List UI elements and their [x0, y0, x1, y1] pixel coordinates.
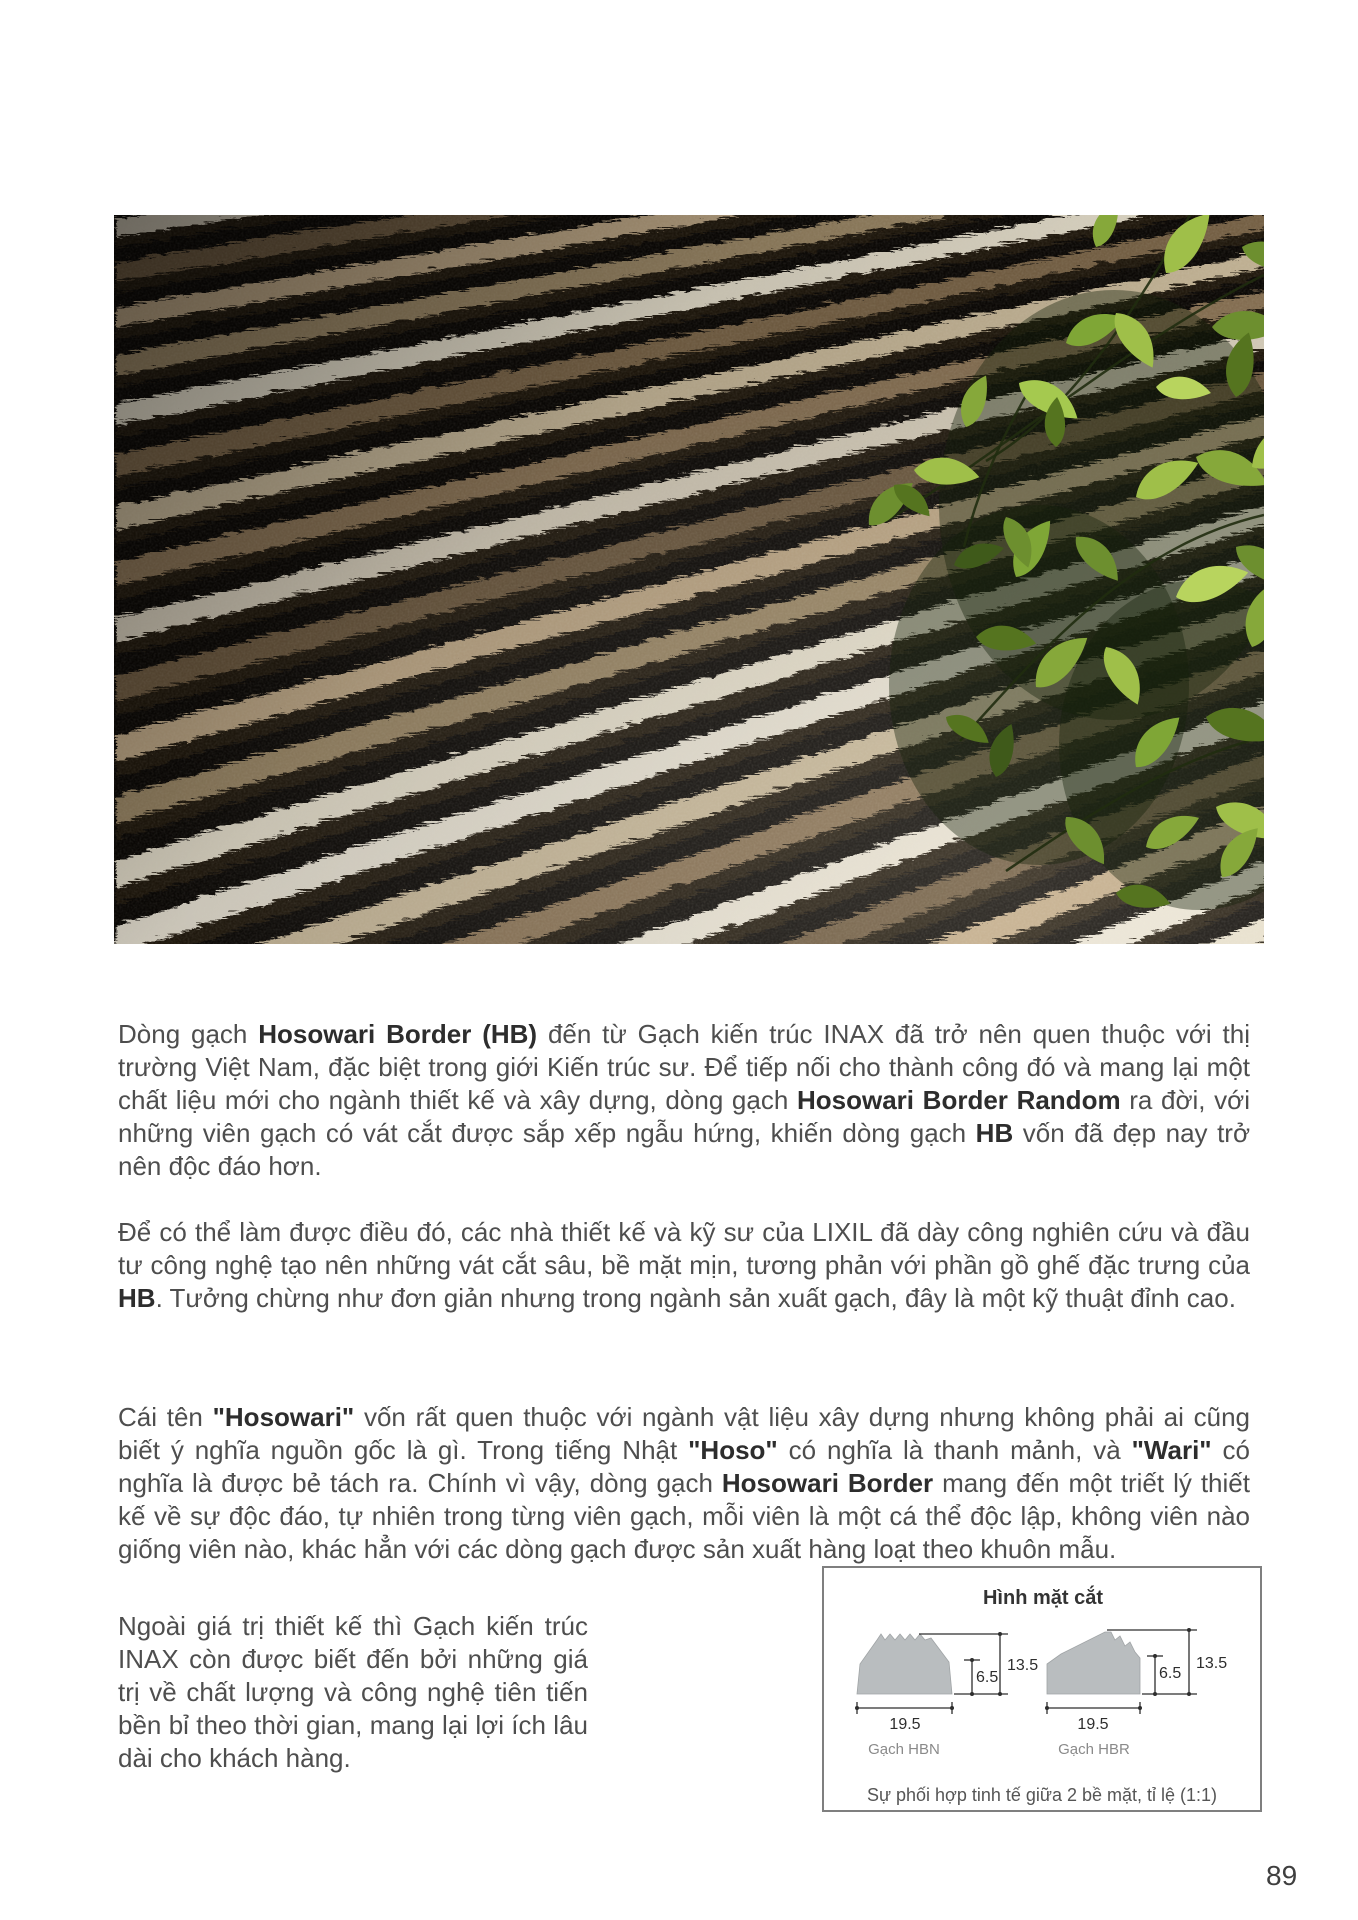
- wall-photo: [114, 215, 1264, 944]
- hbn-dim-13-5: 13.5: [1007, 1657, 1039, 1674]
- paragraph-inax-quality: Ngoài giá trị thiết kế thì Gạch kiến trúc INAX còn được biết đến bởi những giá trị về chất lượng và công nghệ tiên tiến bền bỉ theo thời gian, mang lại lợi ích lâu dài cho khách hàng.: [118, 1611, 588, 1773]
- hbn-label: Gạch HBN: [868, 1741, 940, 1758]
- hbr-dim-19-5: 19.5: [1077, 1716, 1109, 1733]
- cross-section-diagram: [824, 1568, 1260, 1810]
- hbr-label: Gạch HBR: [1058, 1741, 1130, 1758]
- tile-hbr-figure: [1045, 1628, 1227, 1758]
- hbr-dim-13-5: 13.5: [1196, 1655, 1228, 1672]
- paragraph-intro-hosowari-border: Dòng gạch Hosowari Border (HB) đến từ Gạch kiến trúc INAX đã trở nên quen thuộc với thị trường Việt Nam, đặc biệt trong giới Kiến trúc sư. Để tiếp nối cho thành công đó và mang lại một chất liệu mới cho ngành thiết kế và xây dựng, dòng gạch Hosowari Border Random ra đời, với những viên gạch có vát cắt được sắp xếp ngẫu hứng, khiến dòng gạch HB vốn đã đẹp nay trở nên độc đáo hơn.: [118, 1019, 1251, 1181]
- diagram-title: Hình mặt cắt: [982, 1587, 1104, 1609]
- diagram-caption: Sự phối hợp tinh tế giữa 2 bề mặt, tỉ lệ (1:1): [866, 1785, 1218, 1805]
- cross-section-diagram-box: [822, 1566, 1262, 1812]
- paragraph-hosowari-meaning: Cái tên "Hosowari" vốn rất quen thuộc với ngành vật liệu xây dựng nhưng không phải ai cũng biết ý nghĩa nguồn gốc là gì. Trong tiếng Nhật "Hoso" có nghĩa là thanh mảnh, và "Wari" có nghĩa là được bẻ tách ra. Chính vì vậy, dòng gạch Hosowari Border mang đến một triết lý thiết kế về sự độc đáo, tự nhiên trong từng viên gạch, mỗi viên là một cá thể độc lập, không viên nào giống viên nào, khác hẳn với các dòng gạch được sản xuất hàng loạt theo khuôn mẫu.: [118, 1402, 1250, 1564]
- paragraph-lixil-engineering: Để có thể làm được điều đó, các nhà thiết kế và kỹ sư của LIXIL đã dày công nghiên cứu và đầu tư công nghệ tạo nên những vát cắt sâu, bề mặt mịn, tương phản với phần gồ ghế đặc trưng của HB. Tưởng chừng như đơn giản nhưng trong ngành sản xuất gạch, đây là một kỹ thuật đỉnh cao.: [118, 1217, 1250, 1313]
- hbn-dim-6-5: 6.5: [976, 1669, 999, 1686]
- hbn-dim-19-5: 19.5: [889, 1716, 921, 1733]
- tile-hbn-shape: [857, 1634, 952, 1694]
- tile-hbr-shape: [1047, 1632, 1140, 1694]
- wall-photo-svg: [114, 215, 1264, 944]
- page-number: 89: [1266, 1860, 1298, 1891]
- tile-hbn-figure: [855, 1632, 1038, 1758]
- hbr-dim-6-5: 6.5: [1159, 1665, 1182, 1682]
